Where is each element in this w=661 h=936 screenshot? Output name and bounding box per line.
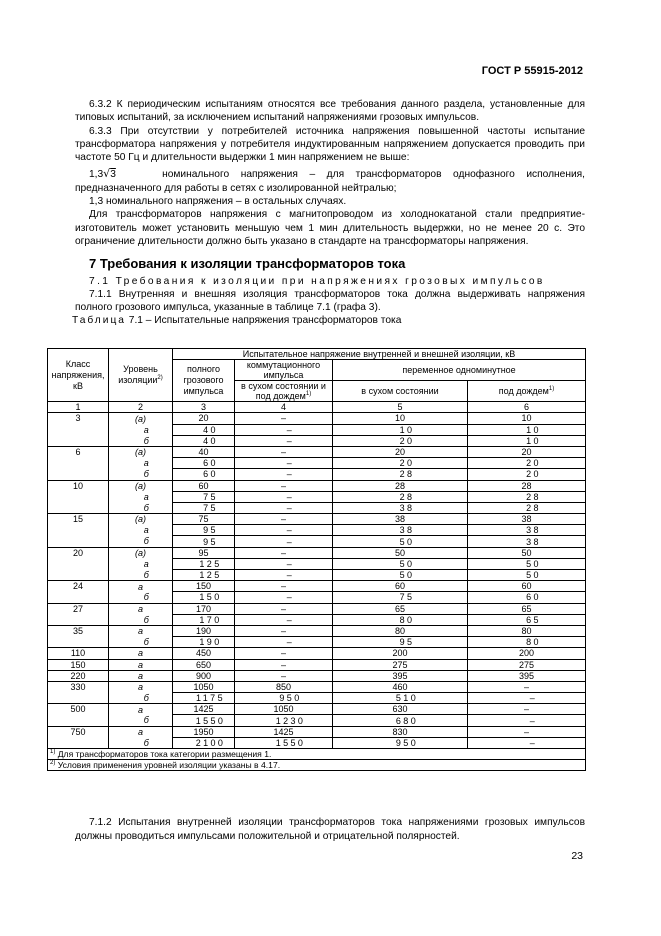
footnote-ref-1: 1) [305, 391, 312, 398]
table-footnote-row [48, 760, 586, 771]
table-cell: 20 [333, 458, 468, 469]
table-row [48, 502, 586, 513]
table-cell: – [235, 514, 333, 525]
table-cell: – [468, 726, 586, 737]
table-cell: а [109, 558, 173, 569]
header-insulation-level-text: Уровень изоляции [118, 364, 158, 386]
table-cell: – [235, 413, 333, 424]
table-cell: 20 [333, 446, 468, 457]
voltage-class-cell: 6 [48, 446, 109, 480]
table-cell: 10 [333, 413, 468, 424]
table-cell: 1230 [235, 715, 333, 726]
table-row [48, 446, 586, 457]
table-cell: 95 [333, 637, 468, 648]
table-cell: 10 [468, 424, 586, 435]
table-cell: 95 [173, 547, 235, 558]
table-cell: б [109, 715, 173, 726]
table-cell: 50 [333, 547, 468, 558]
table-cell: 395 [333, 670, 468, 681]
voltage-class-cell: 20 [48, 547, 109, 581]
root-radicand: 3 [110, 169, 116, 181]
table-cell: – [468, 737, 586, 748]
table-cell: 75 [333, 592, 468, 603]
table-cell: 50 [333, 558, 468, 569]
voltage-class-cell: 110 [48, 648, 109, 659]
table-cell: б [109, 570, 173, 581]
table-cell: б [109, 536, 173, 547]
table-cell: а [109, 491, 173, 502]
table-cell: – [235, 592, 333, 603]
header-ac-one-minute: переменное одноминутное [333, 360, 586, 381]
table-row [48, 704, 586, 715]
text-block-bottom [75, 816, 585, 843]
footnote-text: Для трансформаторов тока категории размещения 1. [57, 749, 272, 760]
voltage-class-cell: 3 [48, 413, 109, 447]
table-row [48, 659, 586, 670]
table-cell: б [109, 502, 173, 513]
table-cell: 38 [468, 536, 586, 547]
table-row [48, 424, 586, 435]
column-number: 3 [173, 402, 235, 413]
table-footnote [48, 760, 586, 771]
table-cell: а [109, 670, 173, 681]
table-cell: 65 [333, 603, 468, 614]
header-full-lightning-impulse: полного грозового импульса [173, 360, 235, 402]
table-row [48, 670, 586, 681]
text-block-top [72, 98, 585, 328]
table-cell: 20 [468, 469, 586, 480]
table-cell: – [235, 659, 333, 670]
voltage-class-cell: 24 [48, 581, 109, 603]
table-cell: 40 [173, 435, 235, 446]
table-cell: 75 [173, 491, 235, 502]
header-switching-dry-rain-text: в сухом состоянии и под дождем [241, 381, 326, 402]
header-switching-dry-rain [235, 381, 333, 402]
table-cell: (а) [109, 446, 173, 457]
table-footnote [48, 749, 586, 760]
table-cell: б [109, 592, 173, 603]
table-row [48, 715, 586, 726]
table-cell: 75 [173, 514, 235, 525]
table-row [48, 581, 586, 592]
table-row [48, 514, 586, 525]
table-row [48, 681, 586, 692]
table-cell: 20 [173, 413, 235, 424]
column-number-row [48, 402, 586, 413]
page-number: 23 [571, 850, 583, 862]
header-ac-rain [468, 381, 586, 402]
footnote-text: Условия применения уровней изоляции указаны в 4.17. [57, 760, 281, 771]
table-cell: 38 [468, 514, 586, 525]
table-row [48, 558, 586, 569]
table-row [48, 480, 586, 491]
paragraph-magnetic-core: Для трансформаторов напряжения с магнитопроводом из холоднокатаной стали предприятие-изготовитель может установить меньшую чем 1 мин длительность выдержки, но не менее 20 с. Это ограничение длительности должно быть указано в стандарте на трансформаторы напряжения. [75, 209, 585, 247]
table-cell: б [109, 614, 173, 625]
table-row [48, 737, 586, 748]
column-number: 1 [48, 402, 109, 413]
table-cell: 950 [235, 693, 333, 704]
table-footnote-row [48, 749, 586, 760]
table-cell: 60 [468, 592, 586, 603]
table-cell: 38 [333, 514, 468, 525]
table-cell: 80 [333, 614, 468, 625]
table-cell: 200 [333, 648, 468, 659]
table-cell: 10 [468, 413, 586, 424]
table-cell: 1950 [173, 726, 235, 737]
table-cell: 60 [333, 581, 468, 592]
voltage-class-cell: 500 [48, 704, 109, 726]
table-cell: 275 [333, 659, 468, 670]
table-cell: а [109, 648, 173, 659]
footnote-ref-2: 2) [157, 375, 163, 382]
list-item-root-three [75, 167, 585, 195]
table-cell: 830 [333, 726, 468, 737]
item-text: номинального напряжения – для трансформаторов однофазного исполнения, предназначенного для работы в сетях с изолированной нейтралью; [75, 169, 585, 194]
table-cell: – [235, 469, 333, 480]
voltage-class-cell: 27 [48, 603, 109, 625]
table-cell: – [235, 491, 333, 502]
paragraph-7-1-2: 7.1.2 Испытания внутренней изоляции трансформаторов тока напряжениями грозовых импульсов должны проводиться импульсами положительной и отрицательной полярностей. [75, 817, 585, 842]
table-cell: 80 [468, 637, 586, 648]
table-cell: 1050 [173, 681, 235, 692]
table-cell: 50 [333, 570, 468, 581]
voltage-class-cell: 750 [48, 726, 109, 748]
table-cell: 38 [333, 502, 468, 513]
table-cell: – [235, 648, 333, 659]
table-cell: 60 [173, 458, 235, 469]
table-row [48, 693, 586, 704]
table-cell: а [109, 726, 173, 737]
header-ac-dry: в сухом состоянии [333, 381, 468, 402]
table-cell: 1425 [235, 726, 333, 737]
table-cell: 1550 [173, 715, 235, 726]
table-cell: б [109, 737, 173, 748]
footnote-mark: 1) [50, 749, 56, 756]
table-cell: – [235, 625, 333, 636]
column-number: 2 [109, 402, 173, 413]
test-voltage-table [47, 348, 586, 771]
table-cell: 460 [333, 681, 468, 692]
table-cell: 40 [173, 424, 235, 435]
table-cell: – [235, 525, 333, 536]
table-cell: 60 [173, 480, 235, 491]
table-cell: 150 [173, 592, 235, 603]
table-cell: – [235, 603, 333, 614]
table-cell: 28 [333, 491, 468, 502]
table-row [48, 570, 586, 581]
header-test-voltage: Испытательное напряжение внутренней и внешней изоляции, кВ [173, 349, 586, 360]
table-cell: 60 [468, 581, 586, 592]
table-row [48, 458, 586, 469]
table-cell: – [235, 637, 333, 648]
table-cell: – [235, 547, 333, 558]
table-cell: 850 [235, 681, 333, 692]
table-cell: 450 [173, 648, 235, 659]
item-coefficient: 1,3 [89, 169, 104, 181]
table-cell: 50 [468, 558, 586, 569]
header-ac-rain-text: под дождем [498, 386, 549, 397]
table-row [48, 469, 586, 480]
table-cell: 20 [468, 446, 586, 457]
table-cell: 650 [173, 659, 235, 670]
voltage-class-cell: 10 [48, 480, 109, 514]
table-cell: 1425 [173, 704, 235, 715]
table-cell: – [235, 570, 333, 581]
column-number: 6 [468, 402, 586, 413]
table-caption-text: 7.1 – Испытательные напряжения трансформаторов тока [128, 315, 402, 327]
table-cell: а [109, 704, 173, 715]
table-cell: 75 [173, 502, 235, 513]
table-cell: – [468, 715, 586, 726]
table-cell: 28 [333, 469, 468, 480]
table-cell: а [109, 581, 173, 592]
subsection-7-1-title: 7.1 Требования к изоляции при напряжениях грозовых импульсов [89, 275, 545, 287]
paragraph-6-3-2: 6.3.2 К периодическим испытаниям относятся все требования данного раздела, установленные для типовых испытаний, за исключением испытаний напряжениями грозовых импульсов. [75, 99, 585, 124]
table-cell: а [109, 681, 173, 692]
table-cell: 50 [333, 536, 468, 547]
header-voltage-class: Класс напряжения, кВ [48, 349, 109, 402]
table-cell: 50 [468, 570, 586, 581]
table-cell: – [235, 558, 333, 569]
table-cell: 1050 [235, 704, 333, 715]
table-cell: а [109, 458, 173, 469]
table-cell: – [468, 681, 586, 692]
table-row [48, 536, 586, 547]
table-cell: 10 [333, 424, 468, 435]
table-cell: (а) [109, 514, 173, 525]
table-cell: 95 [173, 536, 235, 547]
table-row [48, 435, 586, 446]
table-cell: 28 [333, 480, 468, 491]
list-item-other: 1,3 номинального напряжения – в остальных случаях. [89, 196, 347, 208]
table-cell: 28 [468, 502, 586, 513]
table-row [48, 637, 586, 648]
table-cell: б [109, 469, 173, 480]
footnote-mark: 2) [50, 760, 56, 767]
table-cell: 38 [468, 525, 586, 536]
header-switching-impulse: коммутационного импульса [235, 360, 333, 381]
table-cell: 80 [333, 625, 468, 636]
table-cell: 510 [333, 693, 468, 704]
standard-header: ГОСТ Р 55915-2012 [481, 65, 583, 77]
table-cell: 125 [173, 558, 235, 569]
table-caption-label: Таблица [72, 315, 126, 327]
footnote-ref-1b: 1) [548, 386, 555, 393]
table-row [48, 525, 586, 536]
table-cell: 170 [173, 603, 235, 614]
table-cell: 38 [333, 525, 468, 536]
table-cell: – [235, 480, 333, 491]
table-cell: 60 [173, 469, 235, 480]
column-number: 5 [333, 402, 468, 413]
table-cell: 680 [333, 715, 468, 726]
table-cell: 80 [468, 625, 586, 636]
table-cell: 190 [173, 637, 235, 648]
paragraph-7-1-1: 7.1.1 Внутренняя и внешняя изоляция трансформаторов тока должна выдерживать напряжения полного грозового импульса, указанные в таблице 7.1 (графа 3). [75, 288, 585, 314]
table-cell: а [109, 525, 173, 536]
table-row [48, 726, 586, 737]
table-cell: а [109, 603, 173, 614]
table-cell: 95 [173, 525, 235, 536]
table-cell: б [109, 693, 173, 704]
table-cell: 630 [333, 704, 468, 715]
table-row [48, 648, 586, 659]
table-row [48, 603, 586, 614]
paragraph-6-3-3: 6.3.3 При отсутствии у потребителей источника напряжения повышенной частоты испытание трансформатора напряжения у потребителя индуктированным напряжением допускается проводить при частоте 50 Гц и длительности выдержки 1 мин напряжением не выше: [75, 125, 585, 164]
table-cell: (а) [109, 480, 173, 491]
section-7-title: 7 Требования к изоляции трансформаторов тока [89, 256, 406, 272]
table-cell: – [468, 693, 586, 704]
table-cell: 395 [468, 670, 586, 681]
table-cell: 190 [173, 625, 235, 636]
table-cell: – [468, 704, 586, 715]
table-cell: 1175 [173, 693, 235, 704]
table-row [48, 491, 586, 502]
table-cell: 20 [468, 458, 586, 469]
table-cell: 200 [468, 648, 586, 659]
table-cell: (а) [109, 547, 173, 558]
voltage-class-cell: 35 [48, 625, 109, 647]
table-cell: – [235, 581, 333, 592]
table-row [48, 625, 586, 636]
table-caption [72, 314, 585, 327]
table-cell: а [109, 625, 173, 636]
table-cell: – [235, 670, 333, 681]
column-number: 4 [235, 402, 333, 413]
table-cell: 275 [468, 659, 586, 670]
table-cell: – [235, 435, 333, 446]
table-row [48, 547, 586, 558]
table-cell: 28 [468, 491, 586, 502]
table-cell: – [235, 446, 333, 457]
header-insulation-level [109, 349, 173, 402]
table-cell: 2100 [173, 737, 235, 748]
voltage-class-cell: 330 [48, 681, 109, 703]
table-cell: 65 [468, 614, 586, 625]
table-cell: а [109, 659, 173, 670]
table-cell: (а) [109, 413, 173, 424]
table-cell: 170 [173, 614, 235, 625]
voltage-class-cell: 220 [48, 670, 109, 681]
table-row [48, 614, 586, 625]
table-cell: 150 [173, 581, 235, 592]
table-cell: 65 [468, 603, 586, 614]
table-cell: 1550 [235, 737, 333, 748]
table-cell: 900 [173, 670, 235, 681]
table-cell: 50 [468, 547, 586, 558]
voltage-class-cell: 150 [48, 659, 109, 670]
table-row [48, 413, 586, 424]
table-cell: 125 [173, 570, 235, 581]
table-cell: б [109, 637, 173, 648]
table-cell: – [235, 502, 333, 513]
table-row [48, 592, 586, 603]
table-cell: – [235, 536, 333, 547]
table-cell: – [235, 614, 333, 625]
table-cell: – [235, 458, 333, 469]
table-cell: б [109, 435, 173, 446]
table-cell: 950 [333, 737, 468, 748]
sqrt-symbol: √ [103, 167, 111, 181]
table-cell: – [235, 424, 333, 435]
voltage-class-cell: 15 [48, 514, 109, 548]
table-cell: 10 [468, 435, 586, 446]
table-cell: а [109, 424, 173, 435]
table-cell: 28 [468, 480, 586, 491]
table-cell: 40 [173, 446, 235, 457]
table-cell: 20 [333, 435, 468, 446]
